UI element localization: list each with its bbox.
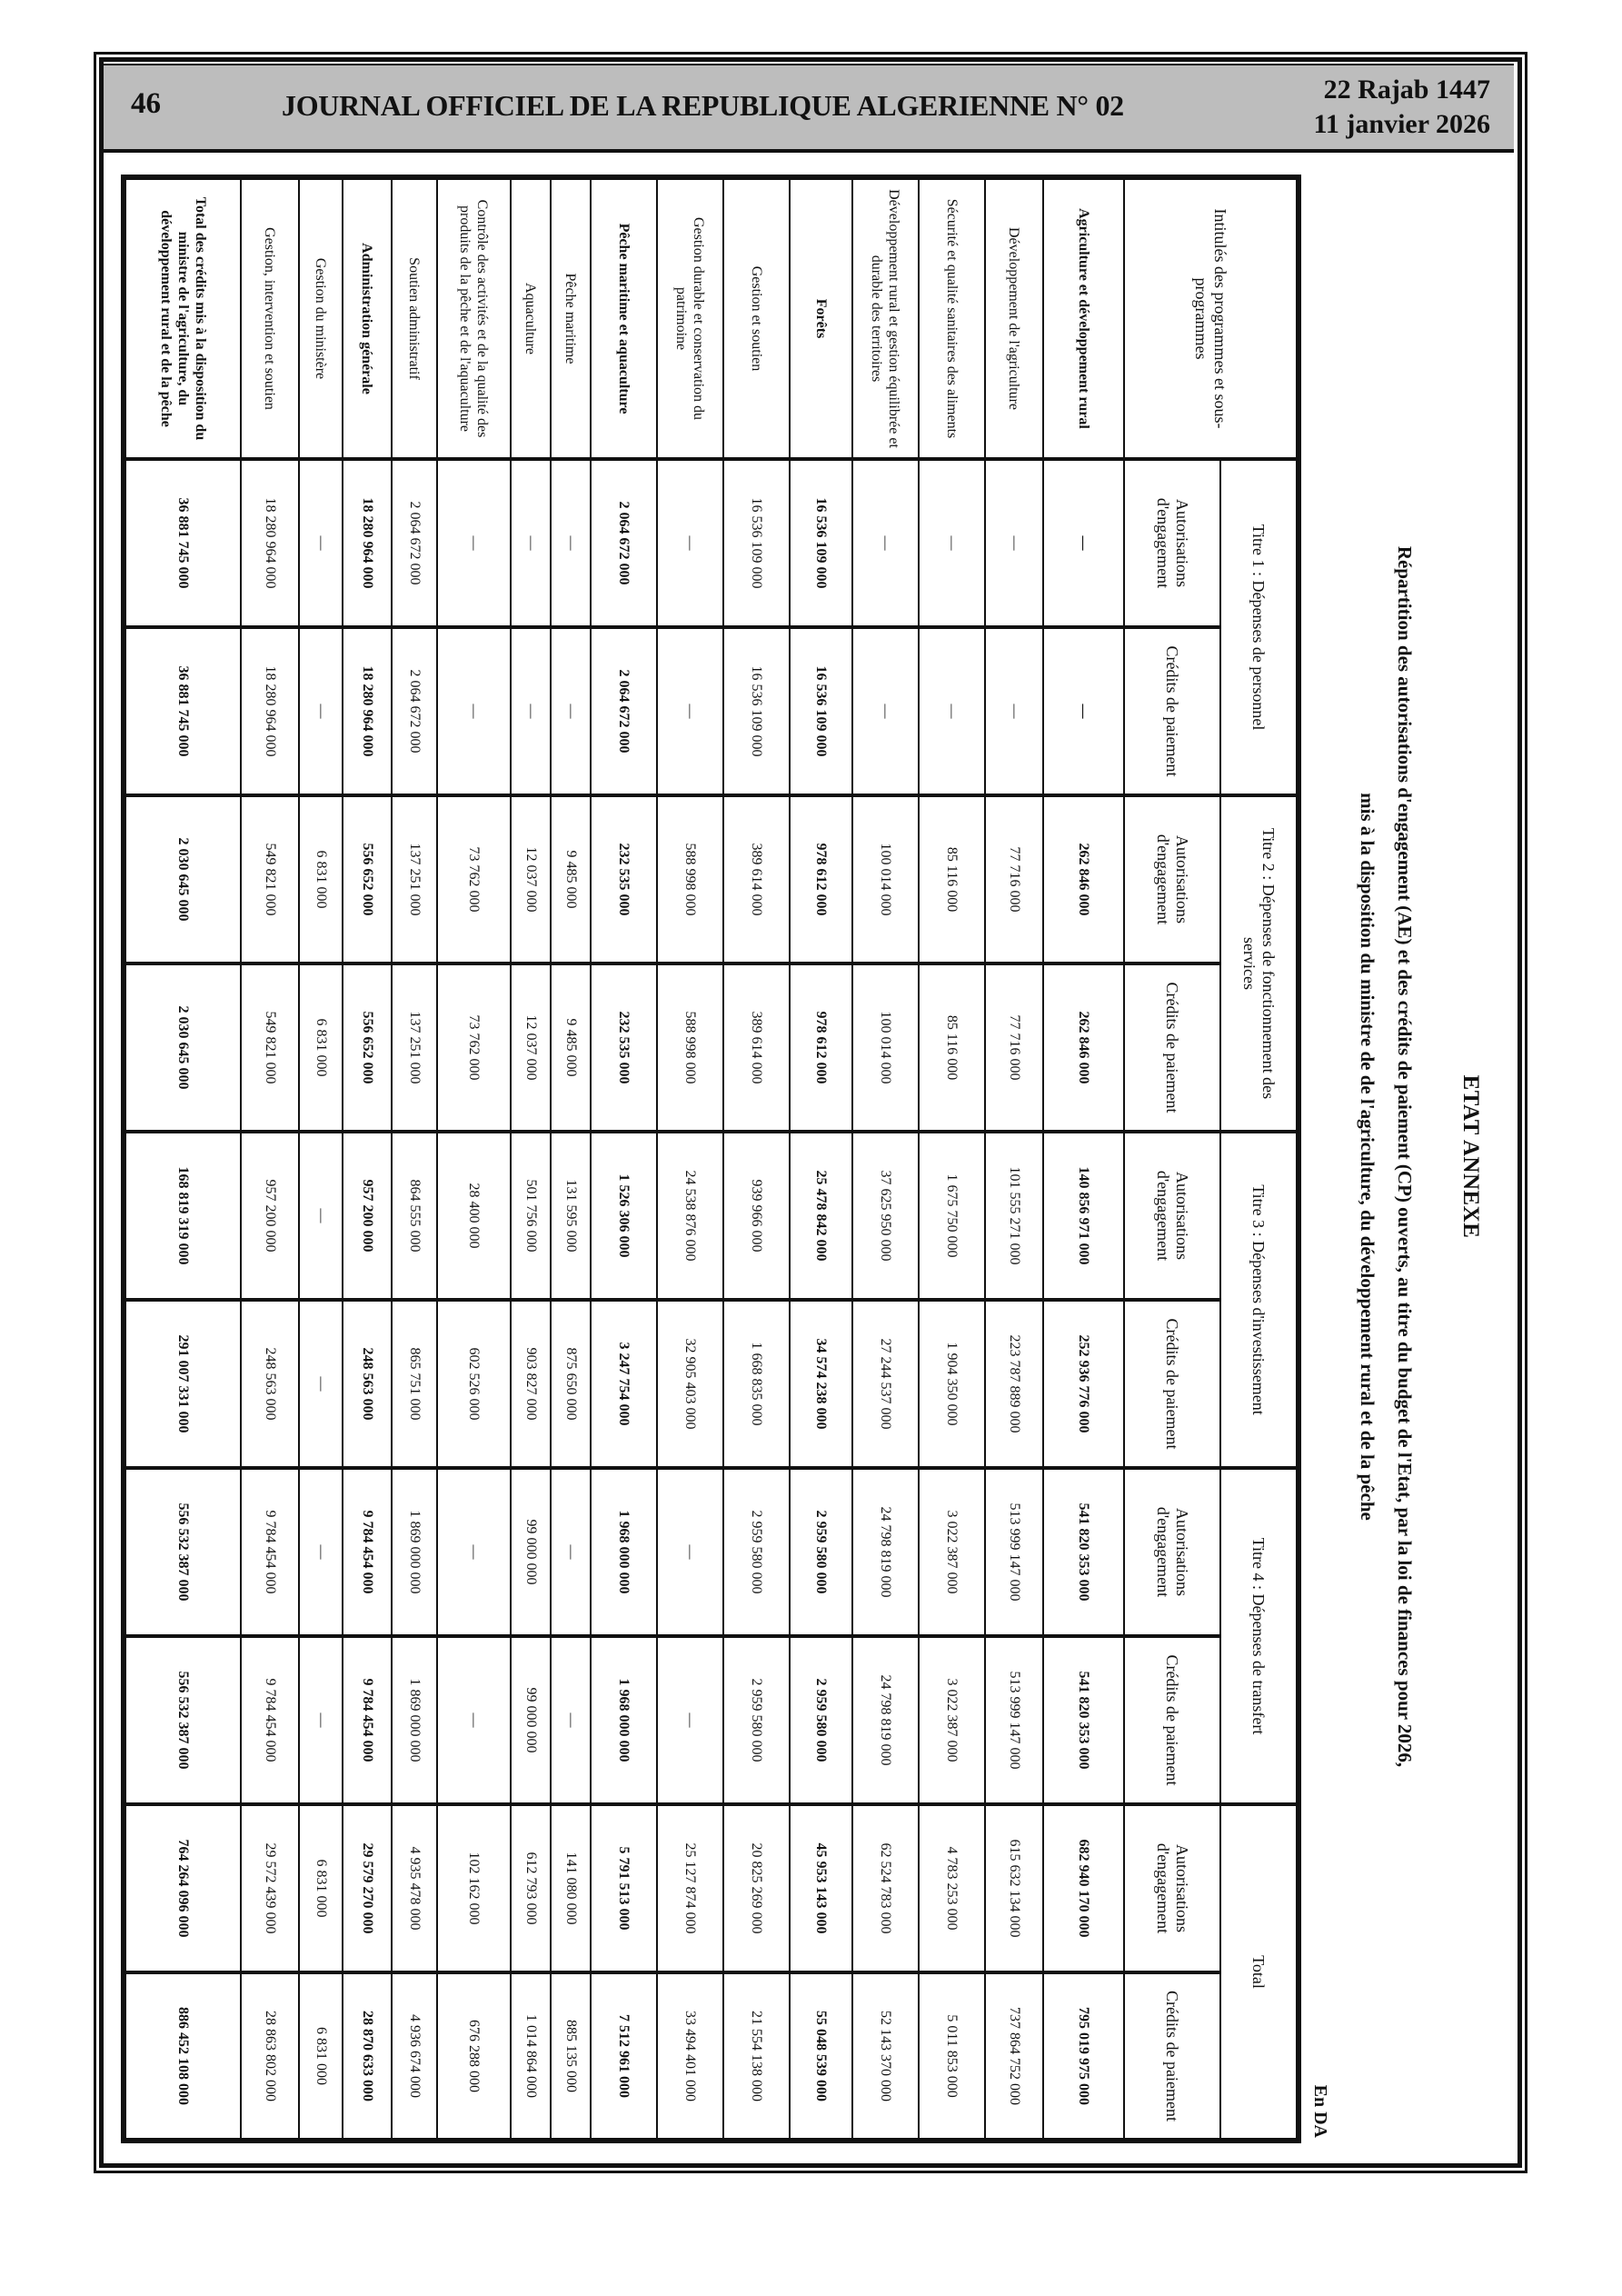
value-cell: —: [919, 627, 985, 795]
value-cell: 52 143 370 000: [852, 1972, 919, 2141]
value-cell: 549 821 000: [241, 795, 299, 963]
value-cell: 131 595 000: [551, 1132, 591, 1300]
value-cell: —: [657, 459, 723, 627]
value-cell: 2 959 580 000: [790, 1636, 852, 1804]
value-cell: —: [551, 627, 591, 795]
table-row: [551, 177, 591, 2141]
value-cell: —: [299, 1636, 343, 1804]
value-cell: 33 494 401 000: [657, 1972, 723, 2141]
value-cell: 513 999 147 000: [985, 1636, 1043, 1804]
program-name: Gestion du ministère: [299, 177, 343, 459]
value-cell: —: [985, 627, 1043, 795]
value-cell: 513 999 147 000: [985, 1468, 1043, 1636]
col-header-ae: Autorisations d'engagement: [1124, 459, 1220, 627]
value-cell: 764 264 096 000: [124, 1804, 241, 1972]
value-cell: 5 011 853 000: [919, 1972, 985, 2141]
value-cell: 615 632 134 000: [985, 1804, 1043, 1972]
value-cell: —: [657, 1636, 723, 1804]
value-cell: 77 716 000: [985, 963, 1043, 1132]
program-name: Développement rural et gestion équilibrée et durable des territoires: [852, 177, 919, 459]
value-cell: 232 535 000: [591, 963, 657, 1132]
value-cell: —: [437, 627, 511, 795]
value-cell: 16 536 109 000: [790, 627, 852, 795]
value-cell: 9 784 454 000: [241, 1636, 299, 1804]
table-row: [437, 177, 511, 2141]
value-cell: 29 572 439 000: [241, 1804, 299, 1972]
value-cell: 556 532 387 000: [124, 1636, 241, 1804]
table-row: [124, 177, 241, 2141]
currency-unit-label: En DA: [1310, 2084, 1330, 2138]
value-cell: 9 784 454 000: [343, 1636, 392, 1804]
value-cell: —: [657, 1468, 723, 1636]
value-cell: 6 831 000: [299, 1972, 343, 2141]
value-cell: 9 784 454 000: [343, 1468, 392, 1636]
col-group-titre1: Titre 1 : Dépenses de personnel: [1220, 459, 1299, 795]
value-cell: 55 048 539 000: [790, 1972, 852, 2141]
value-cell: —: [852, 627, 919, 795]
header-row-ae-cp: [1124, 177, 1220, 2141]
value-cell: 12 037 000: [511, 795, 551, 963]
col-group-titre4: Titre 4 : Dépenses de transfert: [1220, 1468, 1299, 1804]
value-cell: 2 959 580 000: [790, 1468, 852, 1636]
value-cell: —: [299, 1132, 343, 1300]
value-cell: 1 968 000 000: [591, 1468, 657, 1636]
value-cell: 262 846 000: [1043, 795, 1124, 963]
value-cell: —: [511, 459, 551, 627]
value-cell: 9 784 454 000: [241, 1468, 299, 1636]
value-cell: 140 856 971 000: [1043, 1132, 1124, 1300]
col-header-cp: Crédits de paiement: [1124, 1300, 1220, 1468]
value-cell: 6 831 000: [299, 1804, 343, 1972]
program-name: Développement de l'agriculture: [985, 177, 1043, 459]
value-cell: 37 625 950 000: [852, 1132, 919, 1300]
value-cell: 612 793 000: [511, 1804, 551, 1972]
value-cell: —: [551, 459, 591, 627]
value-cell: 676 288 000: [437, 1972, 511, 2141]
col-header-ae: Autorisations d'engagement: [1124, 1804, 1220, 1972]
value-cell: 77 716 000: [985, 795, 1043, 963]
value-cell: 2 064 672 000: [591, 459, 657, 627]
value-cell: 32 905 403 000: [657, 1300, 723, 1468]
value-cell: 957 200 000: [241, 1132, 299, 1300]
value-cell: 28 400 000: [437, 1132, 511, 1300]
value-cell: 865 751 000: [392, 1300, 437, 1468]
value-cell: 5 791 513 000: [591, 1804, 657, 1972]
value-cell: 9 485 000: [551, 795, 591, 963]
value-cell: —: [852, 459, 919, 627]
value-cell: —: [1043, 459, 1124, 627]
value-cell: —: [657, 627, 723, 795]
value-cell: 875 650 000: [551, 1300, 591, 1468]
program-name: Pêche maritime et aquaculture: [591, 177, 657, 459]
col-header-cp: Crédits de paiement: [1124, 1972, 1220, 2141]
value-cell: 16 536 109 000: [790, 459, 852, 627]
table-row: [392, 177, 437, 2141]
col-header-cp: Crédits de paiement: [1124, 963, 1220, 1132]
value-cell: 588 998 000: [657, 963, 723, 1132]
value-cell: 248 563 000: [241, 1300, 299, 1468]
value-cell: 1 014 864 000: [511, 1972, 551, 2141]
col-header-ae: Autorisations d'engagement: [1124, 1468, 1220, 1636]
value-cell: —: [299, 1468, 343, 1636]
value-cell: 29 579 270 000: [343, 1804, 392, 1972]
value-cell: 6 831 000: [299, 795, 343, 963]
table-row: [343, 177, 392, 2141]
table-row: [985, 177, 1043, 2141]
value-cell: 20 825 269 000: [723, 1804, 790, 1972]
value-cell: 588 998 000: [657, 795, 723, 963]
value-cell: 6 831 000: [299, 963, 343, 1132]
table-row: [919, 177, 985, 2141]
value-cell: —: [985, 459, 1043, 627]
value-cell: 3 022 387 000: [919, 1468, 985, 1636]
value-cell: 99 000 000: [511, 1468, 551, 1636]
table-row: [591, 177, 657, 2141]
value-cell: 1 675 750 000: [919, 1132, 985, 1300]
budget-table: [121, 175, 1301, 2143]
value-cell: 168 819 319 000: [124, 1132, 241, 1300]
value-cell: 248 563 000: [343, 1300, 392, 1468]
value-cell: 12 037 000: [511, 963, 551, 1132]
annex-heading: ETAT ANNEXE: [1458, 1074, 1483, 1239]
table-body: [124, 177, 1124, 2141]
value-cell: 232 535 000: [591, 795, 657, 963]
value-cell: 978 612 000: [790, 795, 852, 963]
value-cell: 45 953 143 000: [790, 1804, 852, 1972]
value-cell: 1 869 000 000: [392, 1468, 437, 1636]
value-cell: —: [551, 1468, 591, 1636]
col-header-cp: Crédits de paiement: [1124, 1636, 1220, 1804]
value-cell: 885 135 000: [551, 1972, 591, 2141]
value-cell: 389 614 000: [723, 963, 790, 1132]
value-cell: 36 881 745 000: [124, 627, 241, 795]
value-cell: —: [437, 1636, 511, 1804]
value-cell: —: [551, 1636, 591, 1804]
value-cell: 21 554 138 000: [723, 1972, 790, 2141]
value-cell: 541 820 353 000: [1043, 1468, 1124, 1636]
value-cell: 1 968 000 000: [591, 1636, 657, 1804]
program-name: Administration générale: [343, 177, 392, 459]
value-cell: 939 966 000: [723, 1132, 790, 1300]
value-cell: 85 116 000: [919, 963, 985, 1132]
value-cell: —: [919, 459, 985, 627]
value-cell: —: [299, 1300, 343, 1468]
value-cell: 549 821 000: [241, 963, 299, 1132]
value-cell: 28 863 802 000: [241, 1972, 299, 2141]
value-cell: 2 030 645 000: [124, 795, 241, 963]
value-cell: 3 022 387 000: [919, 1636, 985, 1804]
value-cell: 73 762 000: [437, 963, 511, 1132]
value-cell: —: [1043, 627, 1124, 795]
value-cell: 957 200 000: [343, 1132, 392, 1300]
value-cell: 682 940 170 000: [1043, 1804, 1124, 1972]
value-cell: 28 870 633 000: [343, 1972, 392, 2141]
program-name: Pêche maritime: [551, 177, 591, 459]
rotated-annex-content: [107, 152, 1519, 2161]
value-cell: 291 007 331 000: [124, 1300, 241, 1468]
program-name: Gestion et soutien: [723, 177, 790, 459]
value-cell: 141 080 000: [551, 1804, 591, 1972]
value-cell: 2 959 580 000: [723, 1468, 790, 1636]
value-cell: 36 881 745 000: [124, 459, 241, 627]
value-cell: 795 019 975 000: [1043, 1972, 1124, 2141]
value-cell: 262 846 000: [1043, 963, 1124, 1132]
value-cell: 4 936 674 000: [392, 1972, 437, 2141]
value-cell: 2 064 672 000: [591, 627, 657, 795]
value-cell: 1 869 000 000: [392, 1636, 437, 1804]
issue-dates: [1314, 73, 1490, 142]
col-header-programs: Intitulés des programmes et sous-programmes: [1124, 177, 1299, 459]
value-cell: 73 762 000: [437, 795, 511, 963]
col-header-ae: Autorisations d'engagement: [1124, 795, 1220, 963]
value-cell: 137 251 000: [392, 795, 437, 963]
program-name: Sécurité et qualité sanitaires des aliments: [919, 177, 985, 459]
value-cell: 24 538 876 000: [657, 1132, 723, 1300]
table-row: [299, 177, 343, 2141]
col-group-titre3: Titre 3 : Dépenses d'investissement: [1220, 1132, 1299, 1468]
value-cell: 137 251 000: [392, 963, 437, 1132]
value-cell: 2 030 645 000: [124, 963, 241, 1132]
table-header: [1124, 177, 1299, 2141]
journal-title: JOURNAL OFFICIEL DE LA REPUBLIQUE ALGERIENNE N° 02: [282, 89, 1124, 122]
value-cell: 4 783 253 000: [919, 1804, 985, 1972]
value-cell: 9 485 000: [551, 963, 591, 1132]
value-cell: 18 280 964 000: [241, 459, 299, 627]
table-row: [241, 177, 299, 2141]
col-group-total: Total: [1220, 1804, 1299, 2141]
program-name: Agriculture et développement rural: [1043, 177, 1124, 459]
table-row: [511, 177, 551, 2141]
value-cell: 1 904 350 000: [919, 1300, 985, 1468]
value-cell: 2 064 672 000: [392, 627, 437, 795]
value-cell: 978 612 000: [790, 963, 852, 1132]
value-cell: 556 652 000: [343, 795, 392, 963]
program-name: Total des crédits mis à la disposition du ministre de l'agriculture, du développement rural et de la pêche: [124, 177, 241, 459]
value-cell: 389 614 000: [723, 795, 790, 963]
value-cell: 24 798 819 000: [852, 1636, 919, 1804]
value-cell: 1 668 835 000: [723, 1300, 790, 1468]
value-cell: 1 526 306 000: [591, 1132, 657, 1300]
value-cell: 903 827 000: [511, 1300, 551, 1468]
program-name: Forêts: [790, 177, 852, 459]
table-row: [852, 177, 919, 2141]
page-number: 46: [131, 87, 161, 120]
program-name: Soutien administratif: [392, 177, 437, 459]
program-name: Aquaculture: [511, 177, 551, 459]
col-group-titre2: Titre 2 : Dépenses de fonctionnement des services: [1220, 795, 1299, 1132]
value-cell: —: [437, 459, 511, 627]
program-name: Contrôle des activités et de la qualité des produits de la pêche et de l'aquaculture: [437, 177, 511, 459]
value-cell: 602 526 000: [437, 1300, 511, 1468]
annex-title-line2: mis à la disposition du ministre de de l'agriculture, du développement rural et de la pêche: [1357, 793, 1378, 1521]
value-cell: 737 864 752 000: [985, 1972, 1043, 2141]
value-cell: 25 478 842 000: [790, 1132, 852, 1300]
annex-title-line1: Répartition des autorisations d'engagement (AE) et des crédits de paiement (CP) ouverts, au titre du budget de l'Etat, par la loi de finances pour 2026,: [1394, 545, 1416, 1768]
value-cell: 62 524 783 000: [852, 1804, 919, 1972]
value-cell: —: [511, 627, 551, 795]
value-cell: —: [299, 459, 343, 627]
table-row: [657, 177, 723, 2141]
value-cell: 16 536 109 000: [723, 627, 790, 795]
value-cell: 7 512 961 000: [591, 1972, 657, 2141]
value-cell: 4 935 478 000: [392, 1804, 437, 1972]
header-row-groups: [1220, 177, 1299, 2141]
value-cell: 556 652 000: [343, 963, 392, 1132]
value-cell: 501 756 000: [511, 1132, 551, 1300]
value-cell: 99 000 000: [511, 1636, 551, 1804]
table-row: [790, 177, 852, 2141]
value-cell: 2 064 672 000: [392, 459, 437, 627]
value-cell: 27 244 537 000: [852, 1300, 919, 1468]
value-cell: 85 116 000: [919, 795, 985, 963]
col-header-ae: Autorisations d'engagement: [1124, 1132, 1220, 1300]
value-cell: 541 820 353 000: [1043, 1636, 1124, 1804]
value-cell: 886 452 108 000: [124, 1972, 241, 2141]
masthead-band: [104, 64, 1514, 153]
value-cell: 100 014 000: [852, 795, 919, 963]
value-cell: 100 014 000: [852, 963, 919, 1132]
value-cell: 2 959 580 000: [723, 1636, 790, 1804]
value-cell: 556 532 387 000: [124, 1468, 241, 1636]
value-cell: 102 162 000: [437, 1804, 511, 1972]
value-cell: 16 536 109 000: [723, 459, 790, 627]
value-cell: 101 555 271 000: [985, 1132, 1043, 1300]
value-cell: 18 280 964 000: [343, 627, 392, 795]
value-cell: 252 936 776 000: [1043, 1300, 1124, 1468]
table-row: [723, 177, 790, 2141]
value-cell: 18 280 964 000: [241, 627, 299, 795]
value-cell: 223 787 889 000: [985, 1300, 1043, 1468]
value-cell: 24 798 819 000: [852, 1468, 919, 1636]
value-cell: 3 247 754 000: [591, 1300, 657, 1468]
date-hijri: 22 Rajab 1447: [1323, 75, 1490, 105]
value-cell: 34 574 238 000: [790, 1300, 852, 1468]
col-header-cp: Crédits de paiement: [1124, 627, 1220, 795]
value-cell: 18 280 964 000: [343, 459, 392, 627]
program-name: Gestion durable et conservation du patrimoine: [657, 177, 723, 459]
program-name: Gestion, intervention et soutien: [241, 177, 299, 459]
value-cell: 25 127 874 000: [657, 1804, 723, 1972]
date-gregorian: 11 janvier 2026: [1313, 109, 1490, 139]
table-row: [1043, 177, 1124, 2141]
value-cell: —: [437, 1468, 511, 1636]
value-cell: 864 555 000: [392, 1132, 437, 1300]
value-cell: —: [299, 627, 343, 795]
